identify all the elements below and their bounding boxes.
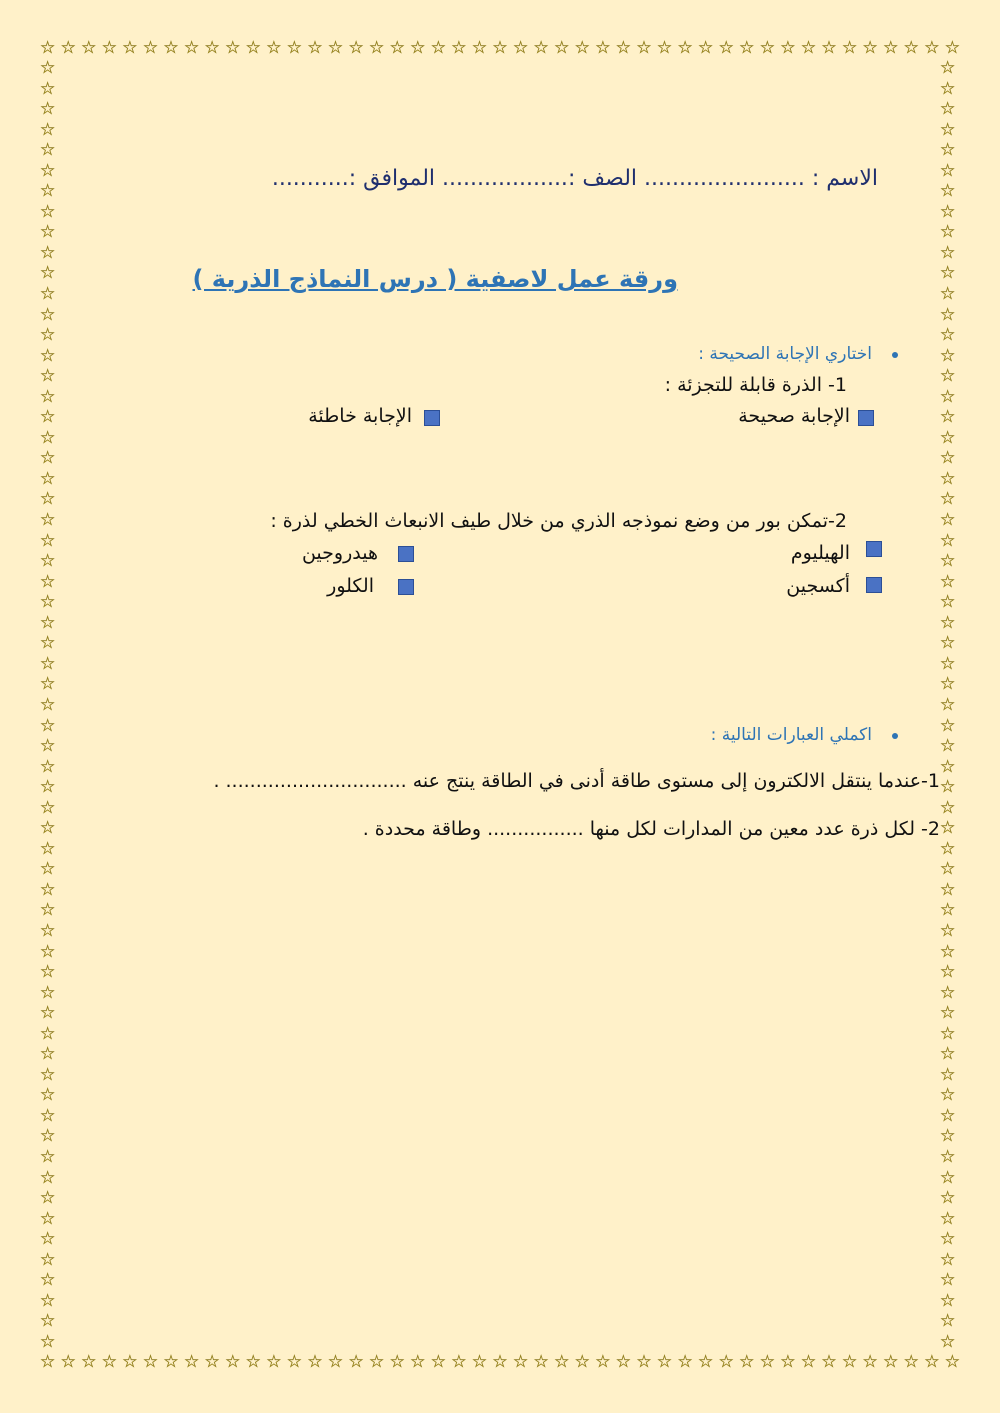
star-icon: ☆ [40, 838, 56, 859]
star-icon: ☆ [225, 1352, 241, 1372]
star-icon: ☆ [862, 1352, 878, 1372]
star-icon: ☆ [940, 263, 956, 284]
star-border-top [40, 38, 960, 58]
star-icon: ☆ [40, 571, 56, 592]
star-icon: ☆ [940, 160, 956, 181]
class-field[interactable]: .................. [442, 166, 568, 191]
star-icon: ☆ [940, 489, 956, 510]
name-label: الاسم : [811, 166, 878, 191]
star-icon: ☆ [40, 38, 56, 58]
star-icon: ☆ [40, 1105, 56, 1126]
star-icon: ☆ [940, 1105, 956, 1126]
worksheet-title: ورقة عمل لاصفية ( درس النماذج الذرية ) [192, 265, 678, 293]
star-icon: ☆ [451, 1352, 467, 1372]
star-icon: ☆ [40, 1064, 56, 1085]
complete-item-2: 2- لكل ذرة عدد معين من المدارات لكل منها ................ وطاقة محددة . [362, 818, 940, 840]
checkbox-helium[interactable] [866, 541, 882, 557]
star-icon: ☆ [286, 38, 302, 58]
star-icon: ☆ [940, 530, 956, 551]
star-icon: ☆ [40, 1208, 56, 1229]
star-icon: ☆ [940, 99, 956, 120]
star-icon: ☆ [554, 1352, 570, 1372]
star-icon: ☆ [940, 1311, 956, 1332]
star-icon: ☆ [940, 366, 956, 387]
star-icon: ☆ [40, 900, 56, 921]
star-icon: ☆ [40, 1229, 56, 1250]
star-icon: ☆ [40, 551, 56, 572]
star-icon: ☆ [40, 78, 56, 99]
section-choose-heading: اختاري الإجابة الصحيحة : [698, 344, 872, 364]
star-icon: ☆ [40, 530, 56, 551]
star-icon: ☆ [307, 38, 323, 58]
star-icon: ☆ [101, 1352, 117, 1372]
star-icon: ☆ [940, 633, 956, 654]
star-icon: ☆ [940, 510, 956, 531]
star-icon: ☆ [512, 38, 529, 58]
star-icon: ☆ [940, 612, 956, 633]
star-icon: ☆ [40, 1352, 56, 1372]
star-icon: ☆ [183, 38, 200, 58]
star-icon: ☆ [595, 1352, 611, 1372]
star-icon: ☆ [369, 1352, 385, 1372]
star-icon: ☆ [40, 201, 56, 222]
star-icon: ☆ [40, 1331, 56, 1352]
star-icon: ☆ [677, 1352, 693, 1372]
star-icon: ☆ [940, 592, 956, 613]
star-icon: ☆ [40, 263, 56, 284]
star-icon: ☆ [40, 777, 56, 798]
star-icon: ☆ [40, 160, 56, 181]
star-icon: ☆ [40, 1270, 56, 1291]
star-icon: ☆ [142, 38, 159, 58]
star-icon: ☆ [698, 1352, 714, 1372]
star-icon: ☆ [780, 38, 796, 58]
star-icon: ☆ [183, 1352, 200, 1372]
star-icon: ☆ [940, 1208, 956, 1229]
star-icon: ☆ [40, 1290, 56, 1311]
star-icon: ☆ [40, 879, 56, 900]
star-icon: ☆ [615, 1352, 631, 1372]
star-icon: ☆ [595, 38, 611, 58]
star-icon: ☆ [739, 1352, 755, 1372]
star-icon: ☆ [940, 571, 956, 592]
star-icon: ☆ [40, 1311, 56, 1332]
star-icon: ☆ [940, 386, 956, 407]
question-1-text: 1- الذرة قابلة للتجزئة : [664, 374, 847, 396]
star-icon: ☆ [940, 736, 956, 757]
star-icon: ☆ [348, 1352, 364, 1372]
star-icon: ☆ [940, 674, 956, 695]
star-icon: ☆ [940, 1290, 956, 1311]
star-icon: ☆ [40, 1188, 56, 1209]
star-icon: ☆ [940, 1044, 956, 1065]
star-icon: ☆ [40, 797, 56, 818]
star-icon: ☆ [492, 38, 508, 58]
star-icon: ☆ [40, 242, 56, 263]
bullet-icon [892, 352, 898, 358]
star-icon: ☆ [40, 489, 56, 510]
class-label: الصف : [567, 166, 638, 191]
star-icon: ☆ [101, 38, 117, 58]
star-icon: ☆ [286, 1352, 302, 1372]
star-icon: ☆ [40, 468, 56, 489]
star-icon: ☆ [492, 1352, 508, 1372]
star-icon: ☆ [940, 653, 956, 674]
star-icon: ☆ [40, 592, 56, 613]
star-icon: ☆ [940, 941, 956, 962]
star-icon: ☆ [940, 78, 956, 99]
star-icon: ☆ [821, 1352, 837, 1372]
star-icon: ☆ [841, 1352, 858, 1372]
star-icon: ☆ [245, 1352, 261, 1372]
checkbox-hydrogen[interactable] [398, 546, 414, 562]
star-icon: ☆ [40, 633, 56, 654]
star-icon: ☆ [944, 1352, 960, 1372]
star-icon: ☆ [40, 58, 56, 78]
star-icon: ☆ [266, 1352, 282, 1372]
star-icon: ☆ [40, 674, 56, 695]
star-icon: ☆ [940, 859, 956, 880]
star-icon: ☆ [204, 38, 220, 58]
star-icon: ☆ [245, 38, 261, 58]
star-icon: ☆ [940, 201, 956, 222]
star-icon: ☆ [40, 941, 56, 962]
star-icon: ☆ [40, 345, 56, 366]
star-icon: ☆ [40, 1023, 56, 1044]
star-icon: ☆ [142, 1352, 159, 1372]
star-icon: ☆ [512, 1352, 529, 1372]
star-icon: ☆ [656, 38, 673, 58]
star-icon: ☆ [40, 1249, 56, 1270]
star-icon: ☆ [903, 1352, 919, 1372]
star-icon: ☆ [40, 859, 56, 880]
star-icon: ☆ [348, 38, 364, 58]
star-icon: ☆ [430, 1352, 446, 1372]
star-icon: ☆ [940, 242, 956, 263]
star-icon: ☆ [40, 694, 56, 715]
star-icon: ☆ [940, 325, 956, 346]
star-icon: ☆ [533, 38, 549, 58]
star-icon: ☆ [940, 900, 956, 921]
star-icon: ☆ [40, 1126, 56, 1147]
star-icon: ☆ [225, 38, 241, 58]
star-icon: ☆ [940, 777, 956, 798]
star-icon: ☆ [40, 920, 56, 941]
star-icon: ☆ [944, 38, 960, 58]
star-icon: ☆ [122, 1352, 138, 1372]
star-icon: ☆ [40, 325, 56, 346]
star-icon: ☆ [40, 181, 56, 202]
star-icon: ☆ [389, 1352, 405, 1372]
star-icon: ☆ [924, 1352, 940, 1372]
star-icon: ☆ [940, 448, 956, 469]
star-icon: ☆ [940, 1270, 956, 1291]
star-icon: ☆ [389, 38, 405, 58]
star-icon: ☆ [40, 962, 56, 983]
star-icon: ☆ [60, 1352, 76, 1372]
star-icon: ☆ [122, 38, 138, 58]
star-icon: ☆ [677, 38, 693, 58]
star-icon: ☆ [40, 982, 56, 1003]
star-icon: ☆ [40, 366, 56, 387]
star-icon: ☆ [940, 1085, 956, 1106]
star-icon: ☆ [940, 1249, 956, 1270]
star-icon: ☆ [940, 304, 956, 325]
star-icon: ☆ [940, 1126, 956, 1147]
star-icon: ☆ [574, 38, 590, 58]
star-icon: ☆ [940, 1146, 956, 1167]
q1-option-correct: الإجابة صحيحة [738, 405, 850, 427]
star-icon: ☆ [40, 1003, 56, 1024]
star-icon: ☆ [656, 1352, 673, 1372]
star-icon: ☆ [940, 1229, 956, 1250]
star-border-bottom [40, 1352, 960, 1372]
star-icon: ☆ [410, 38, 426, 58]
star-icon: ☆ [533, 1352, 549, 1372]
star-icon: ☆ [615, 38, 631, 58]
date-field[interactable]: ........... [271, 166, 349, 191]
star-icon: ☆ [40, 222, 56, 243]
student-info-line [272, 166, 878, 191]
star-border-left [40, 58, 55, 1352]
star-icon: ☆ [821, 38, 837, 58]
star-icon: ☆ [40, 715, 56, 736]
star-icon: ☆ [940, 879, 956, 900]
star-icon: ☆ [40, 284, 56, 305]
star-icon: ☆ [800, 38, 817, 58]
star-icon: ☆ [718, 1352, 734, 1372]
star-icon: ☆ [81, 38, 97, 58]
star-icon: ☆ [940, 982, 956, 1003]
star-icon: ☆ [940, 694, 956, 715]
star-icon: ☆ [81, 1352, 97, 1372]
complete-item-1: 1-عندما ينتقل الالكترون إلى مستوى طاقة أدنى في الطاقة ينتج عنه .............................. . [213, 770, 940, 792]
star-icon: ☆ [430, 38, 446, 58]
star-icon: ☆ [800, 1352, 817, 1372]
star-icon: ☆ [40, 1167, 56, 1188]
star-icon: ☆ [940, 468, 956, 489]
star-icon: ☆ [924, 38, 940, 58]
star-icon: ☆ [862, 38, 878, 58]
star-icon: ☆ [940, 838, 956, 859]
star-icon: ☆ [451, 38, 467, 58]
star-icon: ☆ [940, 1064, 956, 1085]
star-icon: ☆ [940, 551, 956, 572]
star-icon: ☆ [636, 38, 652, 58]
star-icon: ☆ [40, 736, 56, 757]
section-complete-heading: اكملي العبارات التالية : [710, 725, 872, 745]
star-icon: ☆ [940, 1003, 956, 1024]
date-label: الموافق : [348, 166, 436, 191]
star-icon: ☆ [40, 756, 56, 777]
star-icon: ☆ [759, 1352, 775, 1372]
star-icon: ☆ [940, 756, 956, 777]
star-icon: ☆ [940, 962, 956, 983]
star-icon: ☆ [40, 1146, 56, 1167]
star-icon: ☆ [940, 284, 956, 305]
star-icon: ☆ [410, 1352, 426, 1372]
star-icon: ☆ [940, 140, 956, 161]
star-icon: ☆ [40, 510, 56, 531]
star-icon: ☆ [471, 38, 488, 58]
star-icon: ☆ [40, 407, 56, 428]
star-border-right [940, 58, 955, 1352]
star-icon: ☆ [40, 386, 56, 407]
checkbox-oxygen[interactable] [866, 577, 882, 593]
star-icon: ☆ [940, 345, 956, 366]
star-icon: ☆ [759, 38, 775, 58]
star-icon: ☆ [40, 653, 56, 674]
checkbox-q1-correct[interactable] [858, 410, 874, 426]
star-icon: ☆ [780, 1352, 796, 1372]
star-icon: ☆ [40, 427, 56, 448]
star-icon: ☆ [471, 1352, 488, 1372]
star-icon: ☆ [327, 1352, 344, 1372]
star-icon: ☆ [40, 818, 56, 839]
star-icon: ☆ [940, 1167, 956, 1188]
option-oxygen: أكسجين [786, 575, 850, 597]
option-chlorine: الكلور [327, 575, 374, 597]
star-icon: ☆ [940, 920, 956, 941]
star-icon: ☆ [327, 38, 344, 58]
star-icon: ☆ [40, 304, 56, 325]
checkbox-chlorine[interactable] [398, 579, 414, 595]
star-icon: ☆ [940, 797, 956, 818]
star-icon: ☆ [266, 38, 282, 58]
star-icon: ☆ [883, 1352, 899, 1372]
star-icon: ☆ [40, 99, 56, 120]
star-icon: ☆ [940, 1331, 956, 1352]
option-hydrogen: هيدروجين [301, 542, 378, 564]
option-helium: الهيليوم [790, 542, 850, 564]
bullet-icon [892, 733, 898, 739]
star-icon: ☆ [636, 1352, 652, 1372]
q1-option-wrong: الإجابة خاطئة [308, 405, 412, 427]
star-icon: ☆ [307, 1352, 323, 1372]
star-icon: ☆ [718, 38, 734, 58]
star-icon: ☆ [60, 38, 76, 58]
star-icon: ☆ [40, 1085, 56, 1106]
name-field[interactable]: ....................... [644, 166, 805, 191]
star-icon: ☆ [940, 58, 956, 78]
star-icon: ☆ [940, 818, 956, 839]
star-icon: ☆ [940, 181, 956, 202]
star-icon: ☆ [40, 612, 56, 633]
checkbox-q1-wrong[interactable] [424, 410, 440, 426]
star-icon: ☆ [940, 1188, 956, 1209]
star-icon: ☆ [369, 38, 385, 58]
star-icon: ☆ [204, 1352, 220, 1372]
star-icon: ☆ [940, 407, 956, 428]
star-icon: ☆ [40, 140, 56, 161]
star-icon: ☆ [163, 38, 179, 58]
star-icon: ☆ [940, 427, 956, 448]
star-icon: ☆ [841, 38, 858, 58]
star-icon: ☆ [40, 119, 56, 140]
star-icon: ☆ [40, 448, 56, 469]
star-icon: ☆ [883, 38, 899, 58]
question-2-text: 2-تمكن بور من وضع نموذجه الذري من خلال طيف الانبعاث الخطي لذرة : [270, 510, 847, 532]
star-icon: ☆ [163, 1352, 179, 1372]
star-icon: ☆ [698, 38, 714, 58]
star-icon: ☆ [940, 222, 956, 243]
star-icon: ☆ [554, 38, 570, 58]
star-icon: ☆ [903, 38, 919, 58]
star-icon: ☆ [940, 1023, 956, 1044]
star-icon: ☆ [940, 119, 956, 140]
star-icon: ☆ [40, 1044, 56, 1065]
star-icon: ☆ [739, 38, 755, 58]
star-icon: ☆ [574, 1352, 590, 1372]
star-icon: ☆ [940, 715, 956, 736]
